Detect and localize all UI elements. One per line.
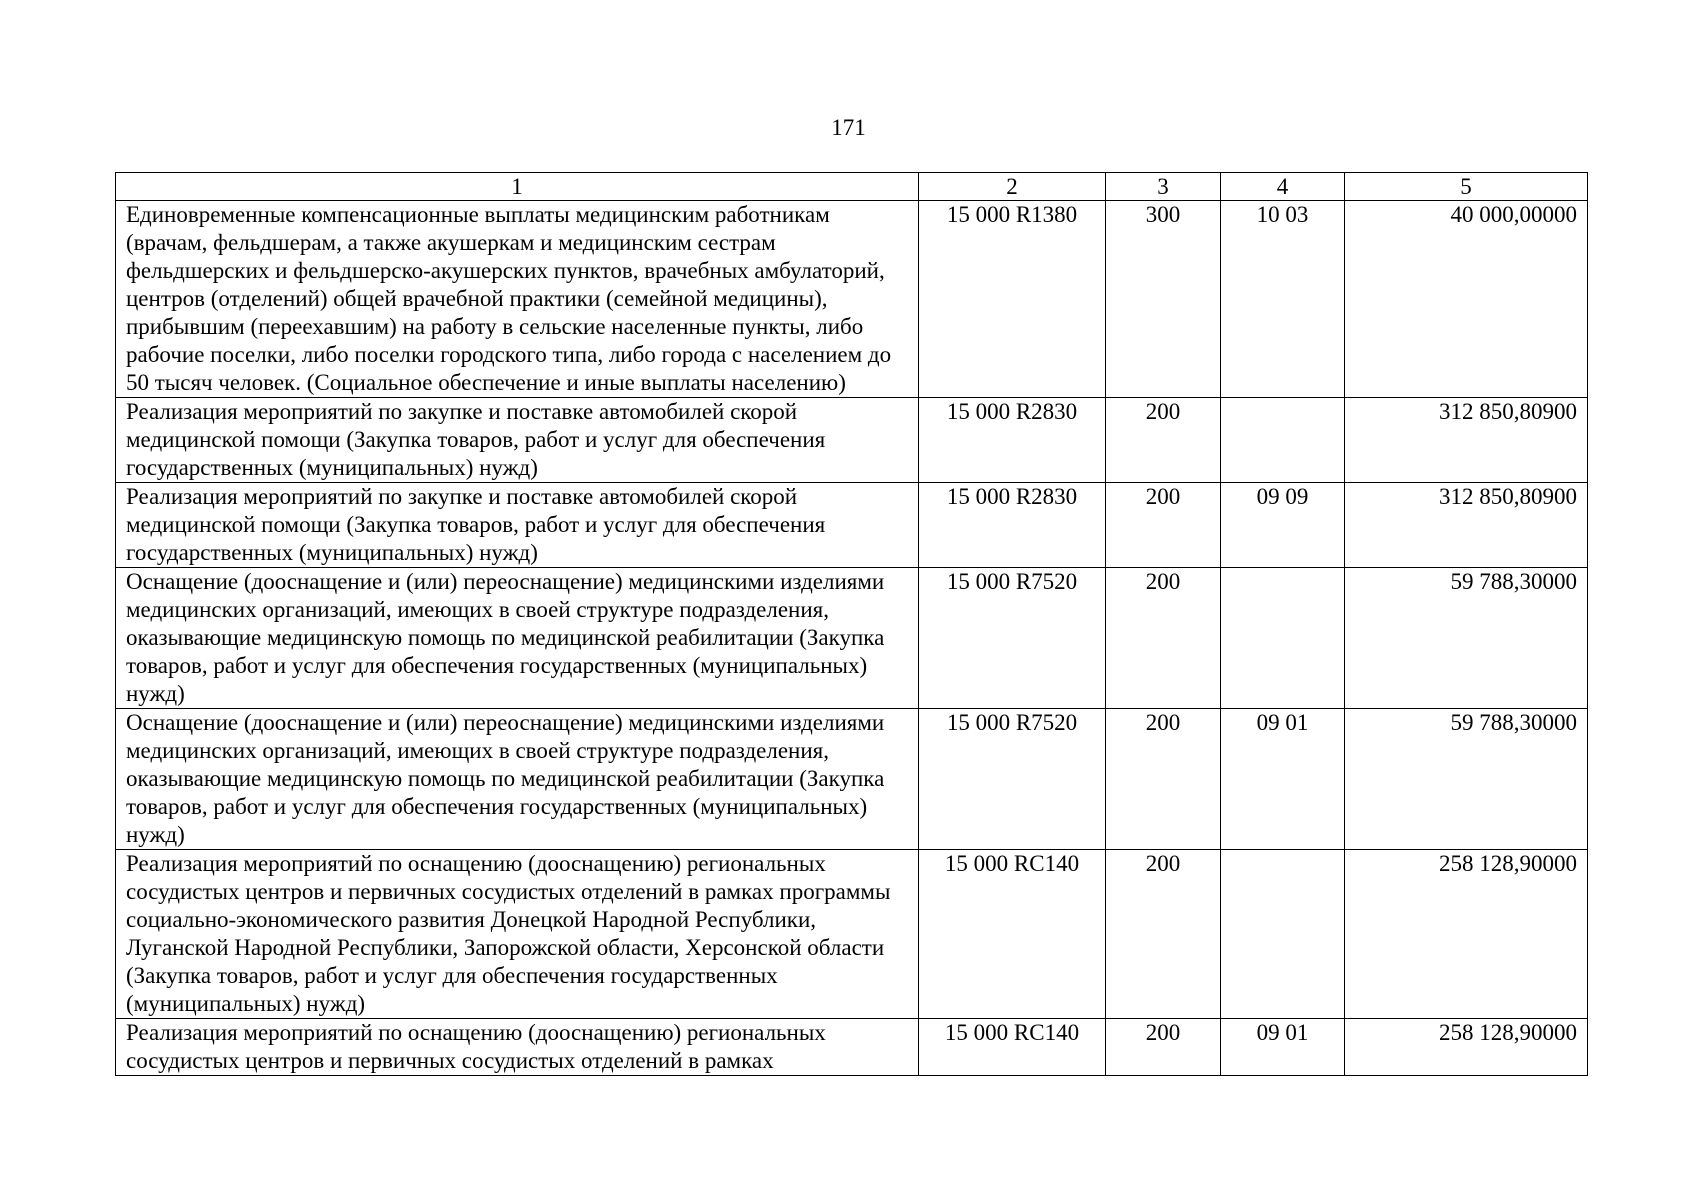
header-col-1: 1 [116,173,919,201]
table-row [116,850,1588,1019]
row-code: 15 000 R2830 [919,398,1106,483]
row-section: 10 03 [1221,201,1345,398]
row-section [1221,398,1345,483]
table-row [116,568,1588,709]
header-col-5: 5 [1345,173,1588,201]
table-row [116,398,1588,483]
row-code: 15 000 R2830 [919,483,1106,568]
row-name: Единовременные компенсационные выплаты медицинским работникам (врачам, фельдшерам, а также акушеркам и медицинским сестрам фельдшерских и фельдшерско-акушерских пунктов, врачебных амбулаторий, центров (отделений) общей врачебной практики (семейной медицины), прибывшим (переехавшим) на работу в сельские населенные пункты, либо рабочие поселки, либо поселки городского типа, либо города с населением до 50 тысяч человек. (Социальное обеспечение и иные выплаты населению) [116,201,919,398]
budget-table [115,172,1588,1076]
row-code: 15 000 RC140 [919,1019,1106,1076]
row-amount: 312 850,80900 [1345,483,1588,568]
row-expense-type: 200 [1106,483,1221,568]
row-section [1221,850,1345,1019]
table-row [116,201,1588,398]
row-name: Реализация мероприятий по оснащению (дооснащению) региональных сосудистых центров и первичных сосудистых отделений в рамках программы социально-экономического развития Донецкой Народной Республики, Луганской Народной Республики, Запорожской области, Херсонской области (Закупка товаров, работ и услуг для обеспечения государственных (муниципальных) нужд) [116,850,919,1019]
row-name: Реализация мероприятий по закупке и поставке автомобилей скорой медицинской помощи (Закупка товаров, работ и услуг для обеспечения государственных (муниципальных) нужд) [116,398,919,483]
row-section [1221,568,1345,709]
row-section: 09 09 [1221,483,1345,568]
row-name: Реализация мероприятий по оснащению (дооснащению) региональных сосудистых центров и первичных сосудистых отделений в рамках [116,1019,919,1076]
page-number: 171 [831,115,866,140]
row-expense-type: 200 [1106,850,1221,1019]
table-row [116,483,1588,568]
table-row [116,1019,1588,1076]
row-amount: 40 000,00000 [1345,201,1588,398]
row-section: 09 01 [1221,1019,1345,1076]
row-expense-type: 200 [1106,398,1221,483]
header-row [116,173,1588,201]
row-expense-type: 200 [1106,709,1221,850]
row-name: Оснащение (дооснащение и (или) переоснащение) медицинскими изделиями медицинских организаций, имеющих в своей структуре подразделения, оказывающие медицинскую помощь по медицинской реабилитации (Закупка товаров, работ и услуг для обеспечения государственных (муниципальных) нужд) [116,568,919,709]
row-amount: 59 788,30000 [1345,709,1588,850]
row-expense-type: 200 [1106,568,1221,709]
table-header [116,173,1588,201]
row-section: 09 01 [1221,709,1345,850]
header-col-2: 2 [919,173,1106,201]
table-body [116,201,1588,1076]
row-code: 15 000 R7520 [919,709,1106,850]
header-col-4: 4 [1221,173,1345,201]
row-amount: 312 850,80900 [1345,398,1588,483]
row-amount: 59 788,30000 [1345,568,1588,709]
row-amount: 258 128,90000 [1345,1019,1588,1076]
row-expense-type: 300 [1106,201,1221,398]
row-name: Реализация мероприятий по закупке и поставке автомобилей скорой медицинской помощи (Закупка товаров, работ и услуг для обеспечения государственных (муниципальных) нужд) [116,483,919,568]
row-code: 15 000 RC140 [919,850,1106,1019]
row-code: 15 000 R7520 [919,568,1106,709]
table-row [116,709,1588,850]
row-name: Оснащение (дооснащение и (или) переоснащение) медицинскими изделиями медицинских организаций, имеющих в своей структуре подразделения, оказывающие медицинскую помощь по медицинской реабилитации (Закупка товаров, работ и услуг для обеспечения государственных (муниципальных) нужд) [116,709,919,850]
row-code: 15 000 R1380 [919,201,1106,398]
header-col-3: 3 [1106,173,1221,201]
row-expense-type: 200 [1106,1019,1221,1076]
row-amount: 258 128,90000 [1345,850,1588,1019]
